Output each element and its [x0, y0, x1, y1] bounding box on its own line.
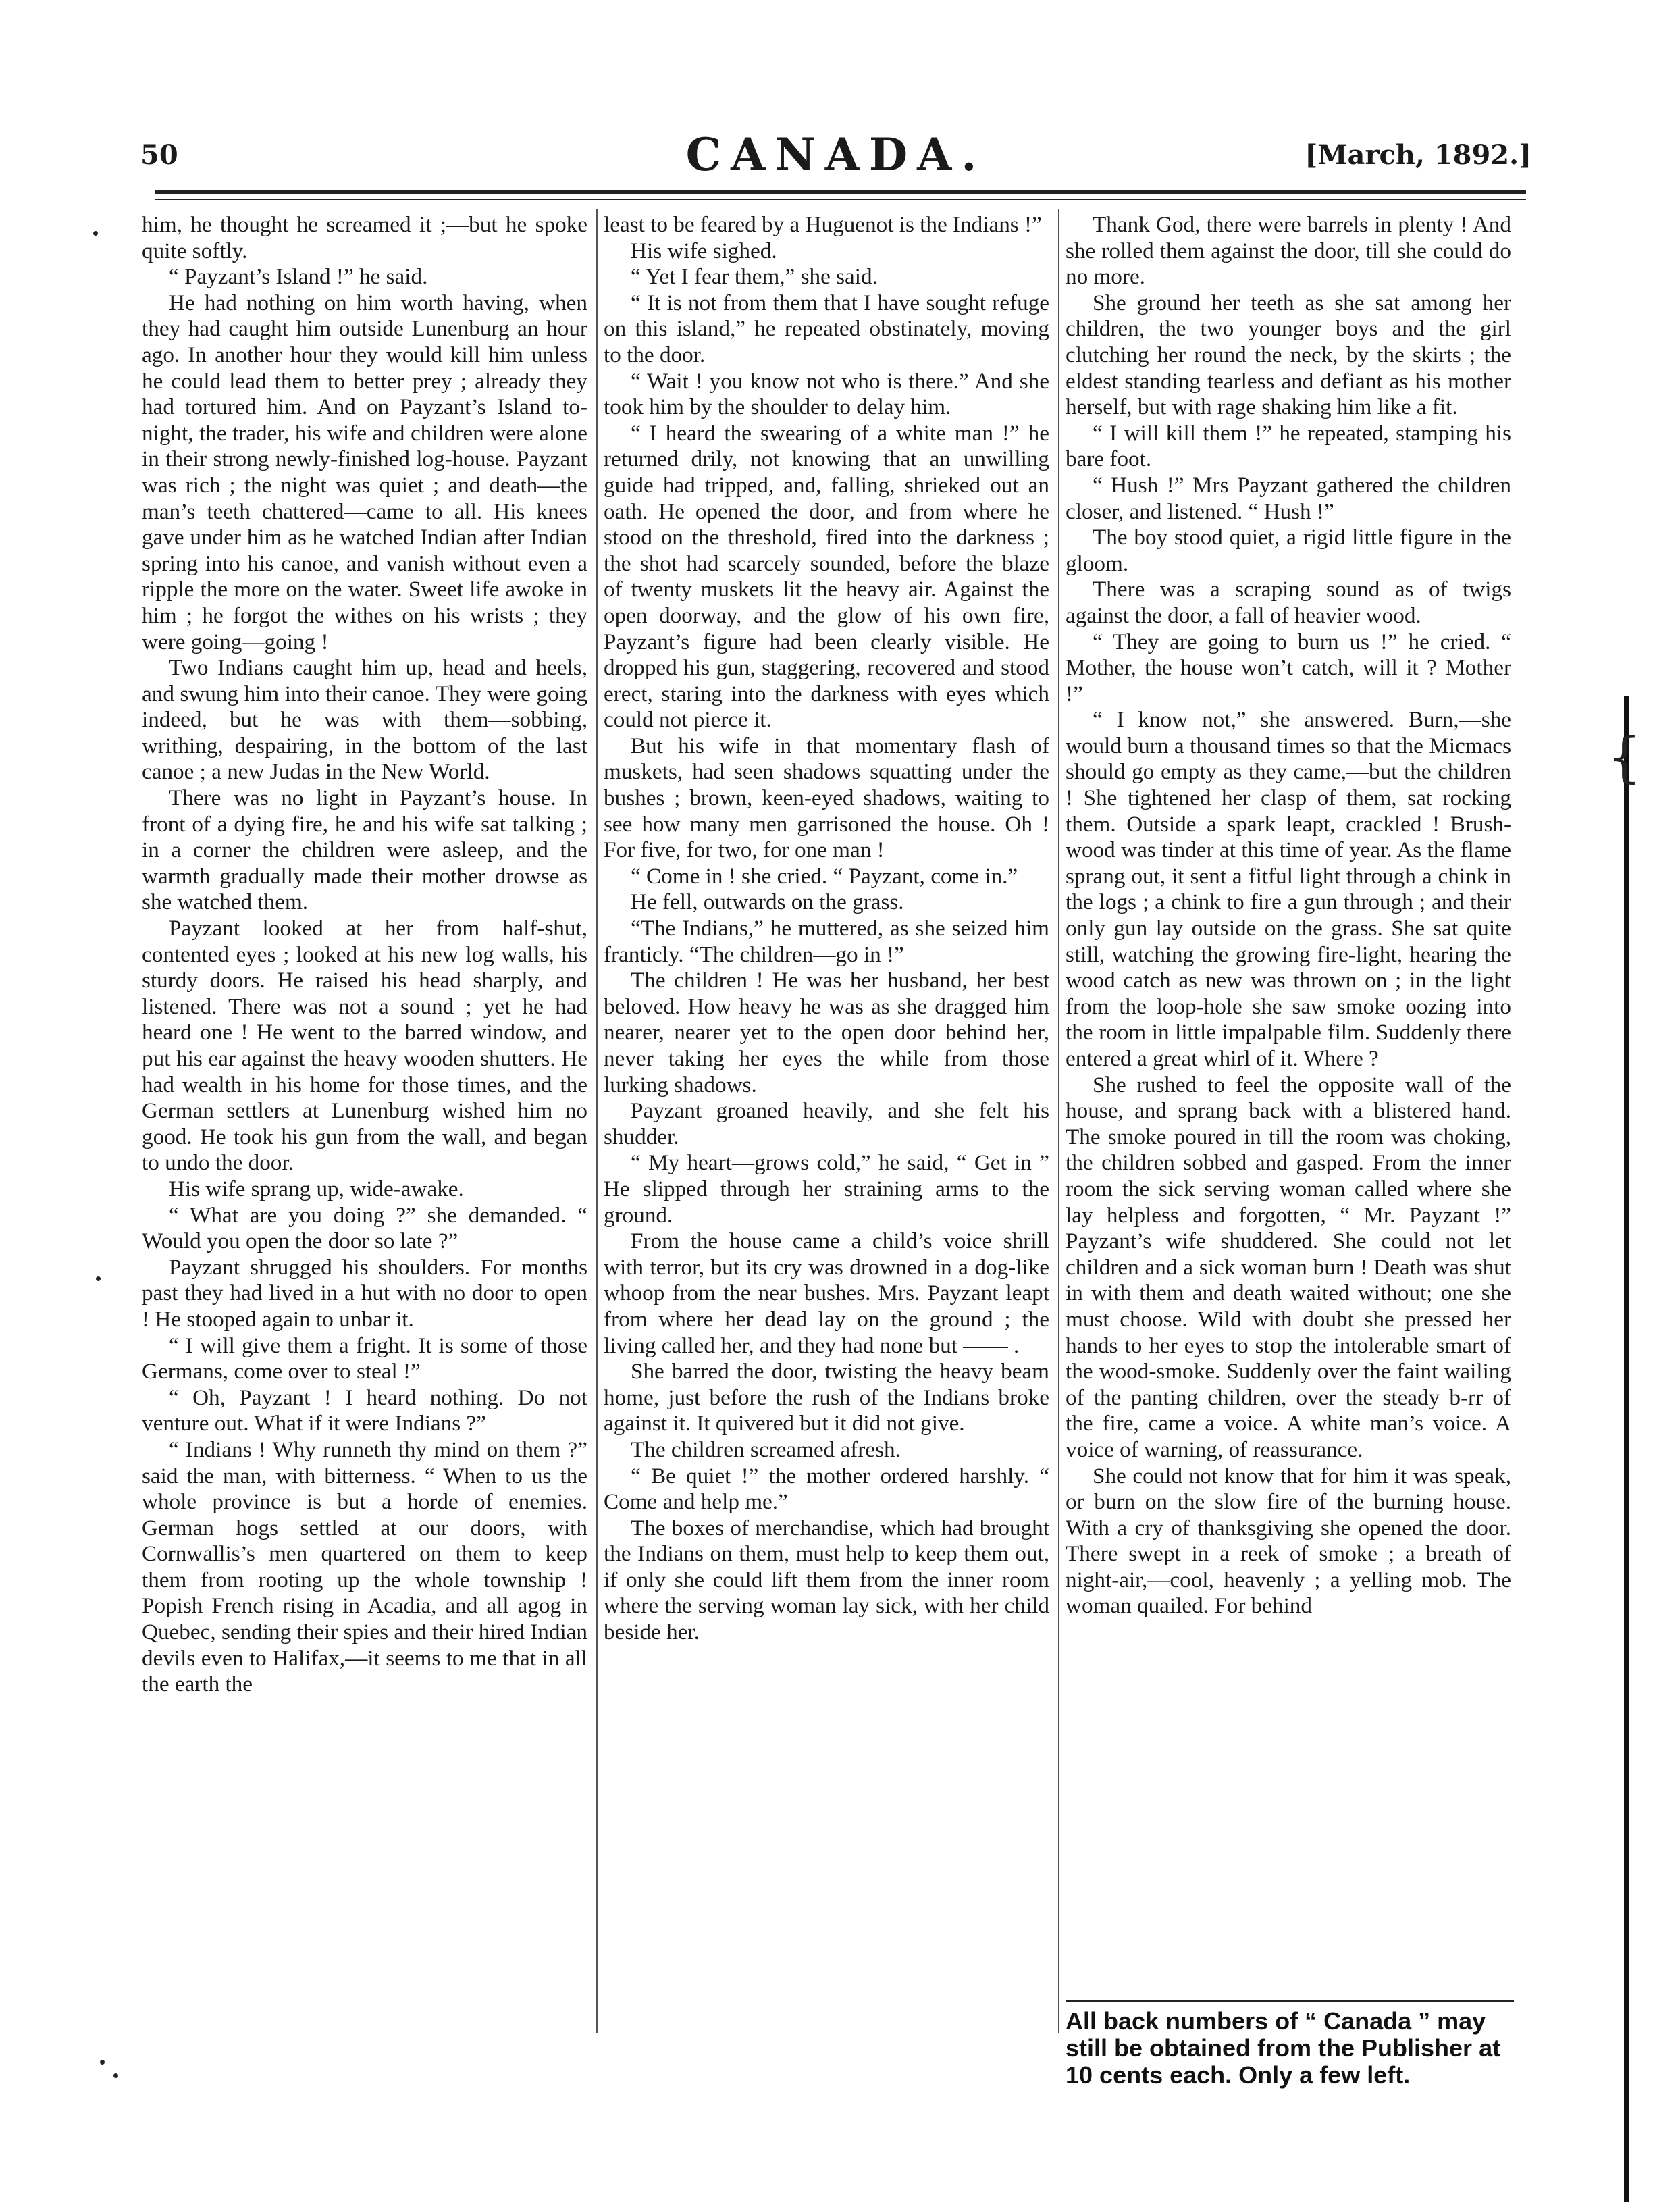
paragraph: She barred the door, twisting the heavy beam home, just before the rush of the Indians broke against it. It quivered but it did not give.	[604, 1359, 1049, 1436]
scan-speck	[93, 231, 98, 236]
paragraph: He fell, outwards on the grass.	[631, 889, 904, 915]
paragraph: “ What are you doing ?” she demanded. “ Would you open the door so late ?”	[142, 1202, 587, 1254]
scan-edge-bar	[1624, 696, 1629, 2202]
paragraph: There was no light in Payzant’s house. In front of a dying fire, he and his wife sat talking ; in a corner the children were asleep, and the warmth gradually made their mother drowse as she watched them.	[142, 785, 587, 915]
header-rule-thin	[155, 199, 1526, 200]
paragraph: Payzant shrugged his shoulders. For months past they had lived in a hut with no door to open ! He stooped again to unbar it.	[142, 1254, 587, 1332]
paragraph: His wife sprang up, wide-awake.	[169, 1176, 464, 1201]
scan-speck	[113, 2073, 118, 2078]
paragraph: The children ! He was her husband, her best beloved. How heavy he was as she dragged him nearer, nearer yet to the open door behind her, never taking her eyes the while from those lurking shadows.	[604, 968, 1049, 1097]
paragraph: She could not know that for him it was speak, or burn on the slow fire of the burning house. With a cry of thanksgiving she opened the door. There swept in a reek of smoke ; a breath of night-air,—cool, heavenly ; a yelling mob. The woman quailed. For behind	[1066, 1463, 1511, 1619]
scan-edge-mark: {	[1607, 726, 1642, 789]
header-rule	[155, 190, 1526, 194]
masthead-title: CANADA.	[685, 128, 987, 181]
paragraph: The children screamed afresh.	[631, 1436, 901, 1462]
paragraph: “ I heard the swearing of a white man !” he returned drily, not knowing that an unwilling guide had tripped, and, falling, shrieked out an oath. He opened the door, and from where he stood on the threshold, fired into the darkness ; the shot had scarcely sounded, before the blaze of twenty muskets lit the heavy air. Against the open doorway, and the glow of his own fire, Payzant’s figure had been clearly visible. He dropped his gun, staggering, recovered and stood erect, staring into the darkness with eyes which could not pierce it.	[604, 420, 1049, 733]
paragraph: “ I know not,” she answered. Burn,—she would burn a thousand times so that the Micmacs should go empty as they came,—but the children ! She tightened her clasp of them, sat rocking them. Outside a spark leapt, crackled ! Brush-wood was tinder at this time of year. As the flame sprang out, it sent a fitful light through a chink in the logs ; a chink to fire a gun through ; and their only gun lay outside on the grass. She sat quite still, watching the growing fire-light, hearing the wood catch as new was thrown on ; in the light from the loop-hole she saw smoke oozing into the room in little impalpable film. Suddenly there entered a great whirl of it. Where ?	[1066, 707, 1511, 1071]
paragraph: “ My heart—grows cold,” he said, “ Get in ” He slipped through her straining arms to the ground.	[604, 1150, 1049, 1228]
paragraph: “ Indians ! Why runneth thy mind on them ?” said the man, with bitterness. “ When to us the whole province is but a horde of enemies. German hogs settled at our doors, with Cornwallis’s men quartered on them to keep them from rooting up the whole township ! Popish French rising in Acadia, and all agog in Quebec, sending their spies and their hired Indian devils even to Halifax,—it seems to me that in all the earth the	[142, 1436, 587, 1697]
paragraph: “ I will give them a fright. It is some of those Germans, come over to steal !”	[142, 1332, 587, 1384]
paragraph: She rushed to feel the opposite wall of the house, and sprang back with a blistered hand. The smoke poured in till the room was choking, the children sobbed and gasped. From the inner room the sick serving woman called where she lay helpless and forgotten, “ Mr. Payzant !” Payzant’s wife shuddered. She could not let children and a sick woman burn ! Death was shut in with them and death waited without; one she must choose. Wild with doubt she pressed her hands to her eyes to stop the intolerable smart of the wood-smoke. Suddenly over the faint wailing of the panting children, over the steady b-rr of the fire, came a voice. A white man’s voice. A voice of warning, of reassurance.	[1066, 1072, 1511, 1462]
paragraph: “ They are going to burn us !” he cried. “ Mother, the house won’t catch, will it ? Mother !”	[1066, 629, 1511, 706]
paragraph: “ Oh, Payzant ! I heard nothing. Do not venture out. What if it were Indians ?”	[142, 1384, 587, 1436]
paragraph: But his wife in that momentary flash of muskets, had seen shadows squatting under the bushes ; brown, keen-eyed shadows, waiting to see how many men garrisoned the house. Oh ! For five, for two, for one man !	[604, 733, 1049, 863]
paragraph: Payzant groaned heavily, and she felt his shudder.	[604, 1098, 1049, 1149]
paragraph: Payzant looked at her from half-shut, contented eyes ; looked at his new log walls, his sturdy doors. He raised his head sharply, and listened. There was not a sound ; yet he had heard one ! He went to the barred window, and put his ear against the heavy wooden shutters. He had wealth in his home for those times, and the German settlers at Lunenburg wished him no good. He took his gun from the wall, and began to undo the door.	[142, 916, 587, 1176]
page-number: 50	[140, 139, 178, 171]
paragraph: “ It is not from them that I have sought refuge on this island,” he repeated obstinately, moving to the door.	[604, 290, 1049, 367]
paragraph: From the house came a child’s voice shrill with terror, but its cry was drowned in a dog-like whoop from the near bushes. Mrs. Payzant leapt from where her dead lay on the ground ; the living called her, and they had none but —— .	[604, 1228, 1049, 1358]
paragraph: The boxes of merchandise, which had brought the Indians on them, must help to keep them out, if only she could lift them from the inner room where the serving woman lay sick, with her child beside her.	[604, 1515, 1049, 1645]
paragraph: Thank God, there were barrels in plenty ! And she rolled them against the door, till she could do no more.	[1066, 212, 1511, 290]
paragraph: “The Indians,” he muttered, as she seized him franticly. “The children—go in !”	[604, 916, 1049, 967]
paragraph: least to be feared by a Huguenot is the Indians !”	[604, 212, 1042, 237]
text-column-1	[142, 212, 587, 1698]
paragraph: “ Come in ! she cried. “ Payzant, come in.”	[631, 863, 1018, 889]
paragraph: He had nothing on him worth having, when they had caught him outside Lunenburg an hour ago. In another hour they would kill him unless he could lead them to better prey ; already they had tortured him. And on Payzant’s Island to-night, the trader, his wife and children were alone in their strong newly-finished log-house. Payzant was rich ; the night was quiet ; and death—the man’s teeth chattered—came to all. His knees gave under him as he watched Indian after Indian spring into his canoe, and vanish without even a ripple the more on the water. Sweet life awoke in him ; he forgot the withes on his wrists ; they were going—going !	[142, 290, 587, 654]
paragraph: “ Be quiet !” the mother ordered harshly. “ Come and help me.”	[604, 1463, 1049, 1515]
advertisement-notice: All back numbers of “ Canada ” may still be obtained from the Publisher at 10 cents each. Only a few left.	[1066, 2000, 1514, 2089]
page-header	[140, 128, 1531, 189]
paragraph: “ Yet I fear them,” she said.	[631, 264, 878, 290]
paragraph: She ground her teeth as she sat among her children, the two younger boys and the girl clutching her round the neck, by the skirts ; the eldest standing tearless and defiant as his mother herself, but with rage shaking him like a fit.	[1066, 290, 1511, 420]
paragraph: “ I will kill them !” he repeated, stamping his bare foot.	[1066, 420, 1511, 472]
issue-date: [March, 1892.]	[1305, 139, 1531, 171]
text-column-2	[604, 212, 1049, 1646]
paragraph: “ Payzant’s Island !” he said.	[169, 264, 428, 290]
paragraph: Two Indians caught him up, head and heels, and swung him into their canoe. They were going indeed, but he was with them—sobbing, writhing, despairing, in the bottom of the last canoe ; a new Judas in the New World.	[142, 655, 587, 785]
column-divider	[596, 209, 598, 2033]
scan-speck	[96, 1276, 101, 1281]
paragraph: “ Hush !” Mrs Payzant gathered the children closer, and listened. “ Hush !”	[1066, 472, 1511, 524]
paragraph: “ Wait ! you know not who is there.” And she took him by the shoulder to delay him.	[604, 368, 1049, 420]
column-divider	[1058, 209, 1059, 2033]
paragraph: There was a scraping sound as of twigs against the door, a fall of heavier wood.	[1066, 577, 1511, 628]
text-column-3	[1066, 212, 1511, 1619]
scan-speck	[100, 2060, 105, 2065]
paragraph: him, he thought he screamed it ;—but he spoke quite softly.	[142, 212, 587, 263]
paragraph: The boy stood quiet, a rigid little figure in the gloom.	[1066, 525, 1511, 576]
paragraph: His wife sighed.	[631, 238, 777, 263]
